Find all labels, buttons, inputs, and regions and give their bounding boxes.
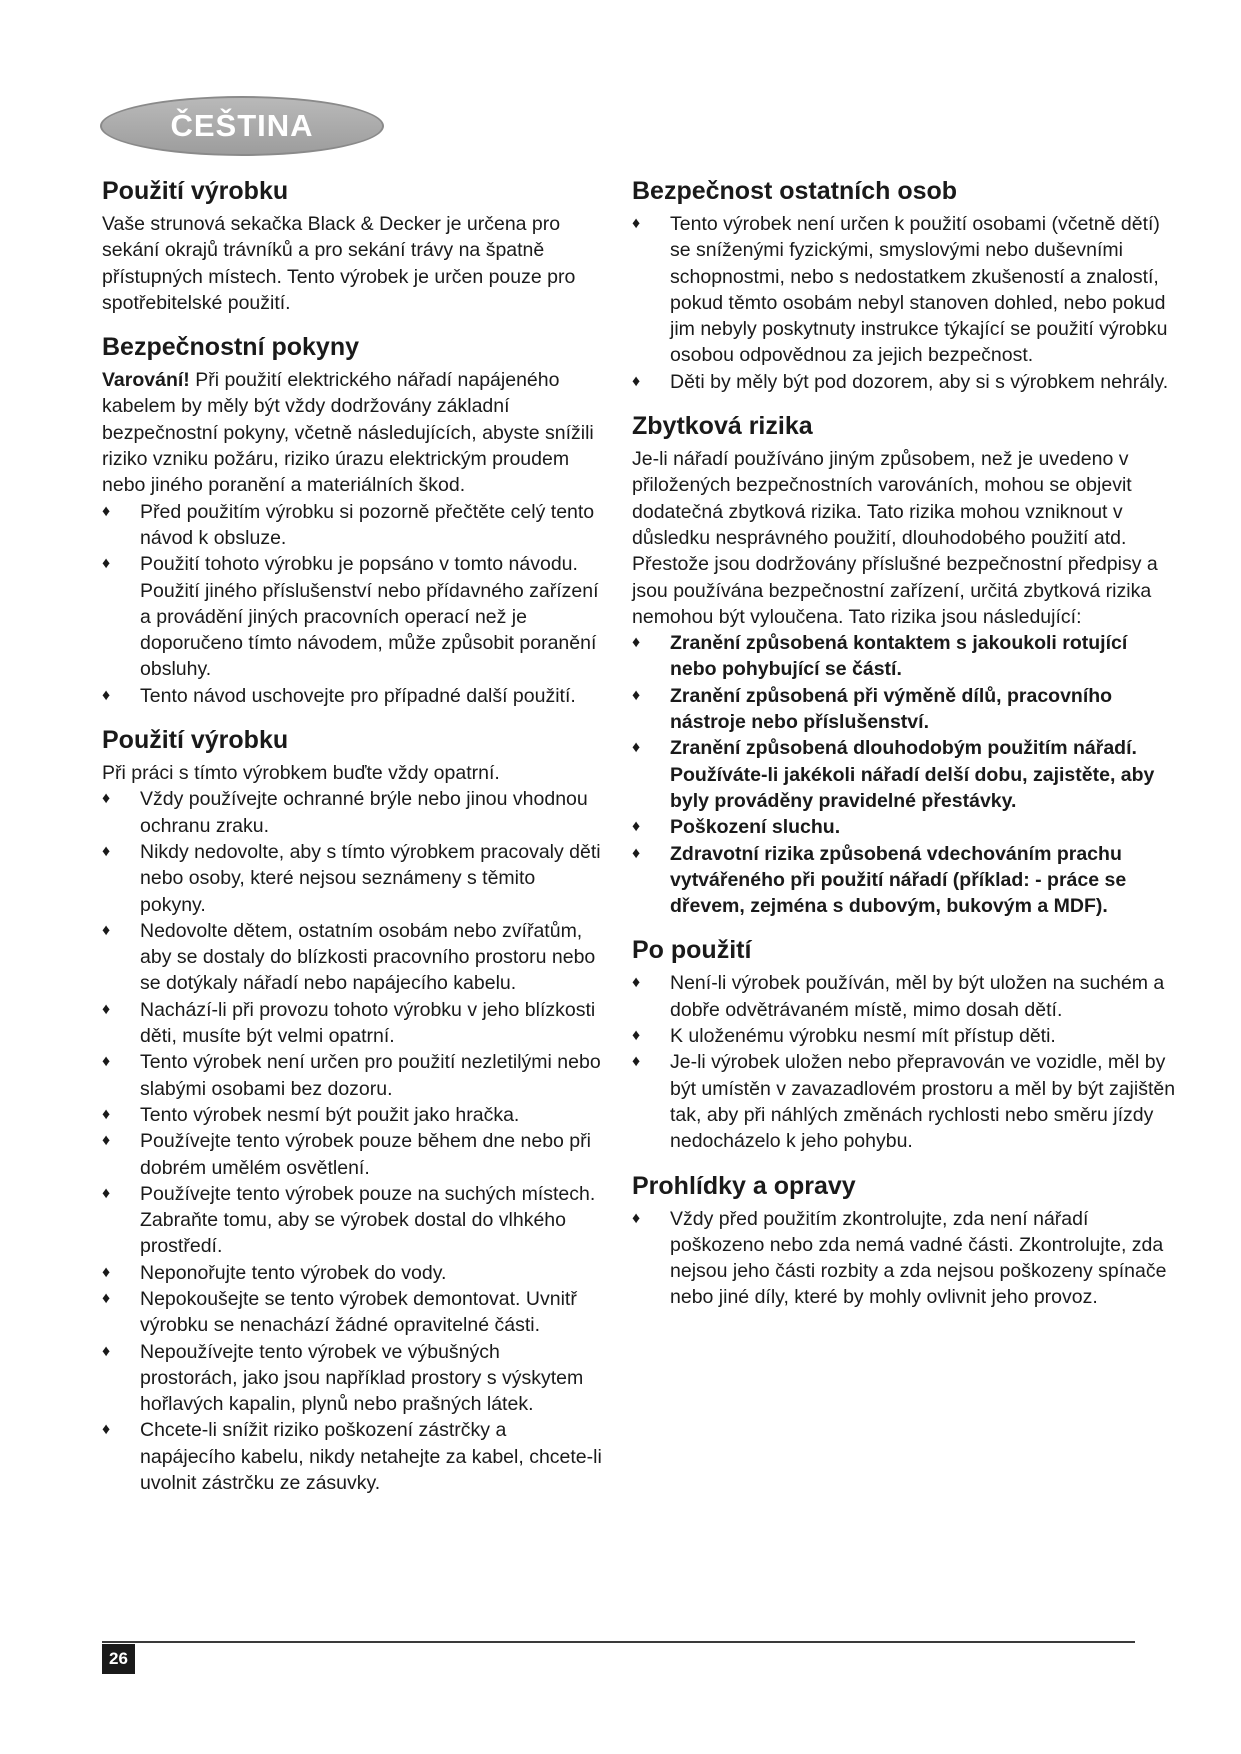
- language-badge: [100, 96, 384, 156]
- warning-paragraph: [102, 367, 602, 498]
- paragraph: Je-li nářadí používáno jiným způsobem, než je uvedeno v přiložených bezpečnostních varováních, mohou se objevit dodatečná zbytková rizika. Tato rizika mohou vzniknout v důsledku nesprávného použití, dlouhodobého použití atd.: [632, 448, 1132, 549]
- section-inspection-repair: [632, 1171, 1177, 1311]
- list-item: ♦ Zdravotní rizika způsobená vdechováním prachu vytvářeného při použití nářadí (příklad: - práce se dřevem, zejména s dubovým, bukovým a MDF).: [632, 841, 1177, 920]
- bullet-list: [632, 630, 1177, 919]
- section-title: Zbytková rizika: [632, 412, 813, 441]
- warning-text: Při použití elektrického nářadí napájeného kabelem by měly být vždy dodržovány základní bezpečnostní pokyny, včetně následujících, abyste snížili riziko vzniku požáru, riziko úrazu elektrickým proudem nebo jiného poranění a materiálních škod.: [102, 369, 594, 497]
- section-title: Po použití: [632, 936, 752, 965]
- paragraph: Při práci s tímto výrobkem buďte vždy opatrní.: [102, 762, 500, 785]
- footer-divider: [102, 1641, 1135, 1643]
- section-others-safety: [632, 176, 1177, 395]
- list-item: ♦ Poškození sluchu.: [632, 814, 1177, 840]
- list-item: ♦ Zranění způsobená kontaktem s jakoukoli rotující nebo pohybující se částí.: [632, 630, 1177, 683]
- bullet-list: [102, 786, 602, 1496]
- right-column: [632, 176, 1177, 1327]
- section-title: Bezpečnostní pokyny: [102, 333, 359, 362]
- list-item: ♦ Tento výrobek není určen pro použití nezletilými nebo slabými osobami bez dozoru.: [102, 1049, 602, 1102]
- list-item: ♦ Před použitím výrobku si pozorně přečtěte celý tento návod k obsluze.: [102, 499, 602, 552]
- section-title: Použití výrobku: [102, 177, 289, 205]
- bullet-list: [632, 970, 1177, 1154]
- list-item: ♦ Není-li výrobek používán, měl by být uložen na suchém a dobře odvětrávaném místě, mimo dosah dětí.: [632, 970, 1177, 1023]
- section-product-use: [102, 725, 602, 1496]
- list-item: ♦ Tento výrobek není určen k použití osobami (včetně dětí) se sníženými fyzickými, smyslovými nebo duševními schopnostmi, nebo s nedostatkem zkušeností a znalostí, pokud těmto osobám nebyl stanoven dohled, nebo pokud jim nebyly poskytnuty instrukce týkající se použití výrobku osobou odpovědnou za jejich bezpečnost.: [632, 211, 1177, 369]
- bullet-list: [632, 211, 1177, 395]
- list-item: ♦ Nedovolte dětem, ostatním osobám nebo zvířatům, aby se dostaly do blízkosti pracovního prostoru nebo se dotýkaly nářadí nebo napájecího kabelu.: [102, 918, 602, 997]
- list-item: ♦ Zranění způsobená dlouhodobým použitím nářadí. Používáte-li jakékoli nářadí delší dobu, zajistěte, aby byly prováděny pravidelné přestávky.: [632, 735, 1177, 814]
- list-item: ♦ Použití tohoto výrobku je popsáno v tomto návodu. Použití jiného příslušenství nebo přídavného zařízení a provádění jiných pracovních operací než je doporučeno tímto návodem, může způsobit poranění obsluhy.: [102, 551, 602, 682]
- section-title: Bezpečnost ostatních osob: [632, 177, 958, 205]
- list-item: ♦ Tento výrobek nesmí být použit jako hračka.: [102, 1102, 602, 1128]
- list-item: ♦ Nachází-li při provozu tohoto výrobku v jeho blízkosti děti, musíte být velmi opatrní.: [102, 997, 602, 1050]
- section-intended-use: [102, 176, 602, 316]
- paragraph: Přestože jsou dodržovány příslušné bezpečnostní předpisy a jsou používána bezpečnostní zařízení, určitá zbytková rizika nemohou být vyloučena. Tato rizika jsou následující:: [632, 553, 1158, 628]
- list-item: ♦ Nepokoušejte se tento výrobek demontovat. Uvnitř výrobku se nenachází žádné opravitelné části.: [102, 1286, 602, 1339]
- section-title: Použití výrobku: [102, 726, 289, 755]
- list-item: ♦ Děti by měly být pod dozorem, aby si s výrobkem nehrály.: [632, 369, 1177, 395]
- section-title: Prohlídky a opravy: [632, 1171, 856, 1200]
- section-safety-instructions: [102, 332, 602, 709]
- list-item: ♦ Používejte tento výrobek pouze během dne nebo při dobrém umělém osvětlení.: [102, 1128, 602, 1181]
- list-item: ♦ Zranění způsobená při výměně dílů, pracovního nástroje nebo příslušenství.: [632, 683, 1177, 736]
- list-item: ♦ Nikdy nedovolte, aby s tímto výrobkem pracovaly děti nebo osoby, které nejsou seznámeny s těmito pokyny.: [102, 839, 602, 918]
- list-item: ♦ Vždy před použitím zkontrolujte, zda není nářadí poškozeno nebo zda nemá vadné části. Zkontrolujte, zda nejsou jeho části rozbity a zda nejsou poškozeny spínače nebo jiné díly, které by mohly ovlivnit jeho provoz.: [632, 1206, 1177, 1311]
- list-item: ♦ Neponořujte tento výrobek do vody.: [102, 1260, 602, 1286]
- bullet-list: [632, 1206, 1177, 1311]
- list-item: ♦ Chcete-li snížit riziko poškození zástrčky a napájecího kabelu, nikdy netahejte za kabel, chcete-li uvolnit zástrčku ze zásuvky.: [102, 1417, 602, 1496]
- list-item: ♦ Je-li výrobek uložen nebo přepravován ve vozidle, měl by být umístěn v zavazadlovém prostoru a měl by být zajištěn tak, aby při náhlých změnách rychlosti nebo směru jízdy nedocházelo k jeho pohybu.: [632, 1049, 1177, 1154]
- left-column: [102, 176, 602, 1512]
- page-number: 26: [102, 1644, 135, 1674]
- list-item: ♦ Používejte tento výrobek pouze na suchých místech. Zabraňte tomu, aby se výrobek dostal do vlhkého prostředí.: [102, 1181, 602, 1260]
- list-item: ♦ Tento návod uschovejte pro případné další použití.: [102, 683, 602, 709]
- bullet-list: [102, 499, 602, 709]
- warning-label: Varování!: [102, 369, 190, 392]
- section-after-use: [632, 935, 1177, 1154]
- section-residual-risks: [632, 411, 1177, 919]
- list-item: ♦ Vždy používejte ochranné brýle nebo jinou vhodnou ochranu zraku.: [102, 786, 602, 839]
- language-label: ČEŠTINA: [170, 108, 314, 143]
- list-item: ♦ Nepoužívejte tento výrobek ve výbušných prostorách, jako jsou například prostory s výskytem hořlavých kapalin, plynů nebo prašných látek.: [102, 1339, 602, 1418]
- paragraph: Vaše strunová sekačka Black & Decker je určena pro sekání okrajů trávníků a pro sekání trávy na špatně přístupných místech. Tento výrobek je určen pouze pro spotřebitelské použití.: [102, 213, 576, 314]
- list-item: ♦ K uloženému výrobku nesmí mít přístup děti.: [632, 1023, 1177, 1049]
